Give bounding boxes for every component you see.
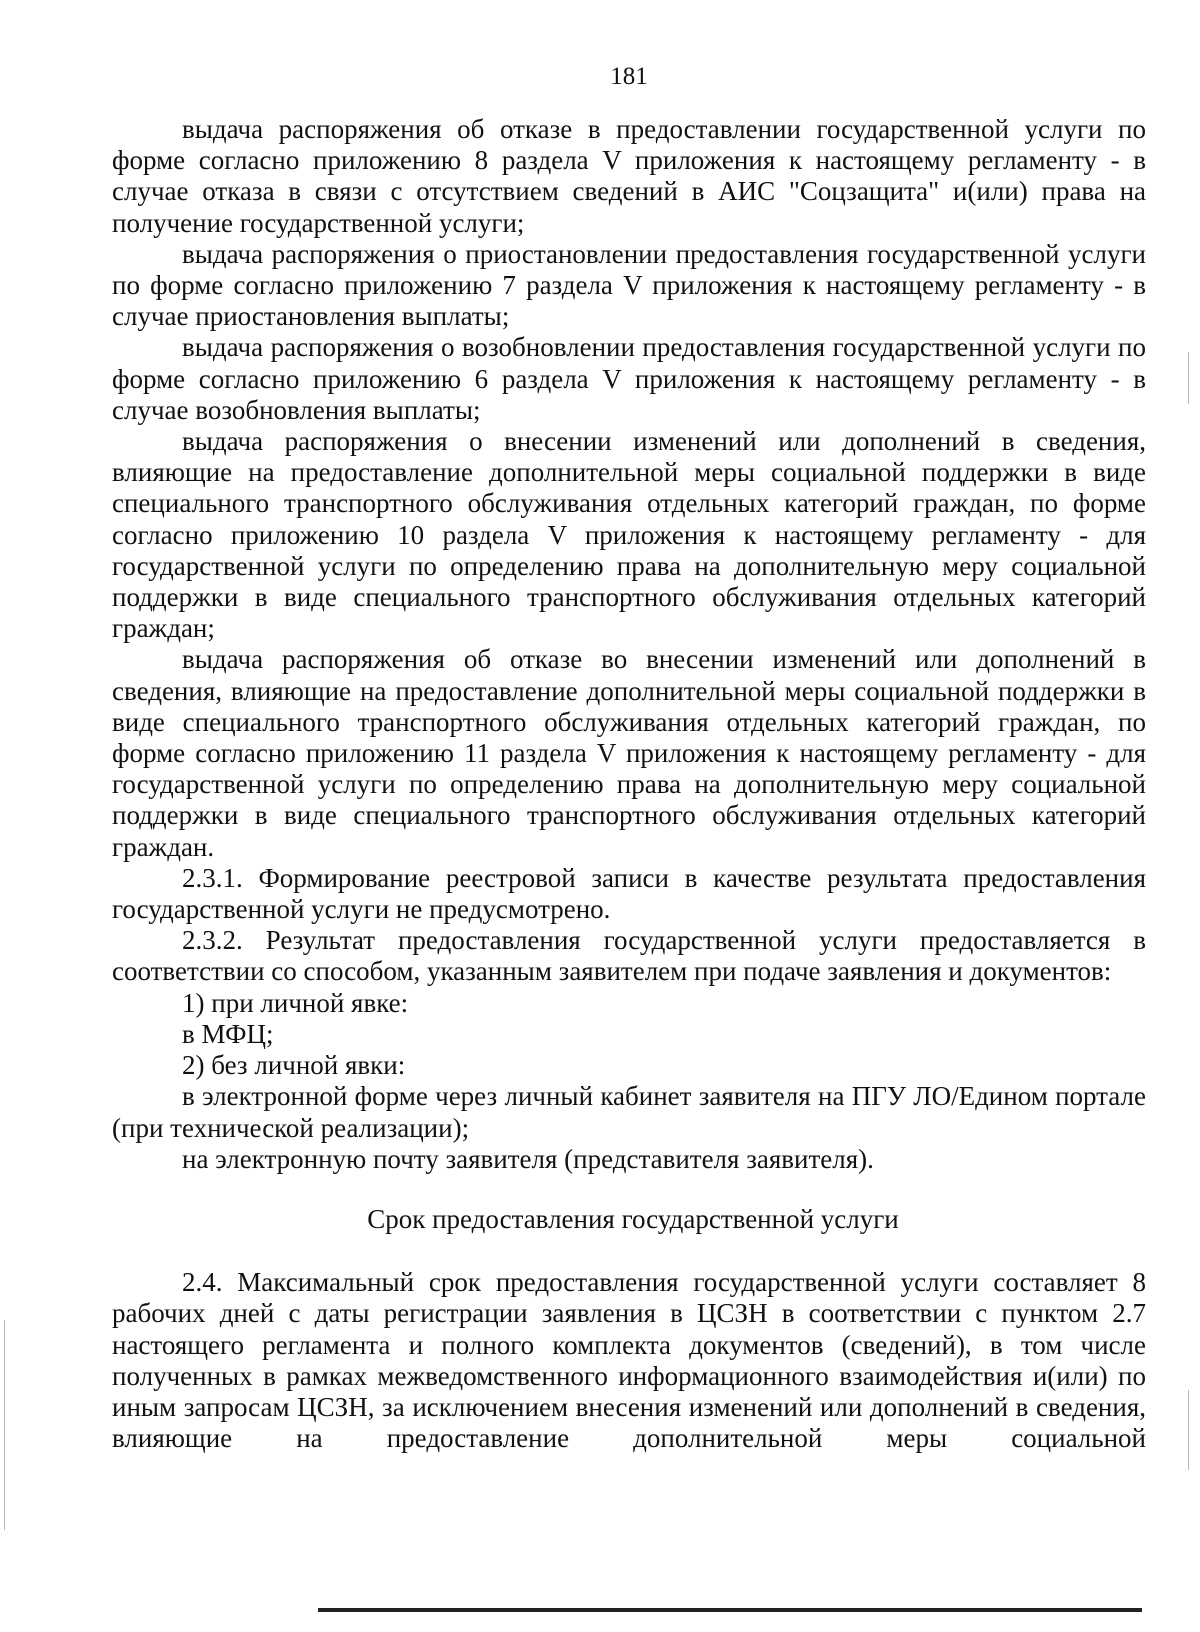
scan-bottom-rule xyxy=(318,1608,1142,1612)
paragraph-2-3-1: 2.3.1. Формирование реестровой записи в качестве результата предоставления государственной услуги не предусмотрено. xyxy=(112,862,1146,925)
scan-edge-line xyxy=(4,1320,5,1530)
list-item-email: на электронную почту заявителя (представителя заявителя). xyxy=(182,1143,874,1174)
list-item-personal-visit: 1) при личной явке: xyxy=(182,987,409,1018)
document-body xyxy=(112,114,1146,1454)
scan-edge-line xyxy=(1188,1390,1189,1470)
scan-edge-line xyxy=(1188,352,1189,404)
section-heading: Срок предоставления государственной услуги xyxy=(367,1203,899,1234)
paragraph-2-3-2: 2.3.2. Результат предоставления государственной услуги предоставляется в соответствии со способом, указанным заявителем при подаче заявления и документов: xyxy=(112,925,1146,987)
list-item-electronic-form: в электронной форме через личный кабинет заявителя на ПГУ ЛО/Едином портале (при технической реализации); xyxy=(112,1081,1146,1143)
list-item-no-visit: 2) без личной явки: xyxy=(182,1050,406,1081)
paragraph-2-4: 2.4. Максимальный срок предоставления государственной услуги составляет 8 рабочих дней с даты регистрации заявления в ЦСЗН в соответствии с пунктом 2.7 настоящего регламента и полного комплекта документов (сведений), в том числе полученных в рамках межведомственного информационного взаимодействия и(или) по иным запросам ЦСЗН, за исключением внесения изменений или дополнений в сведения, влияющие на предоставление дополнительной меры социальной xyxy=(112,1267,1146,1454)
paragraph-amendment-order: выдача распоряжения о внесении изменений или дополнений в сведения, влияющие на предоставление дополнительной меры социальной поддержки в виде специального транспортного обслуживания отдельных категорий граждан, по форме согласно приложению 10 раздела V приложения к настоящему регламенту - для государственной услуги по определению права на дополнительную меру социальной поддержки в виде специального транспортного обслуживания отдельных категорий граждан; xyxy=(112,426,1146,644)
list-item-mfc: в МФЦ; xyxy=(182,1018,274,1049)
page-number: 181 xyxy=(610,63,648,90)
paragraph-refusal-order: выдача распоряжения об отказе в предоставлении государственной услуги по форме согласно приложению 8 раздела V приложения к настоящему регламенту - в случае отказа в связи с отсутствием сведений в АИС "Соцзащита" и(или) права на получение государственной услуги; xyxy=(112,114,1146,238)
paragraph-resumption-order: выдача распоряжения о возобновлении предоставления государственной услуги по форме согласно приложению 6 раздела V приложения к настоящему регламенту - в случае возобновления выплаты; xyxy=(112,332,1146,425)
paragraph-amendment-refusal-order: выдача распоряжения об отказе во внесении изменений или дополнений в сведения, влияющие на предоставление дополнительной меры социальной поддержки в виде специального транспортного обслуживания отдельных категорий граждан, по форме согласно приложению 11 раздела V приложения к настоящему регламенту - для государственной услуги по определению права на дополнительную меру социальной поддержки в виде специального транспортного обслуживания отдельных категорий граждан. xyxy=(112,644,1146,862)
paragraph-suspension-order: выдача распоряжения о приостановлении предоставления государственной услуги по форме согласно приложению 7 раздела V приложения к настоящему регламенту - в случае приостановления выплаты; xyxy=(112,238,1146,332)
